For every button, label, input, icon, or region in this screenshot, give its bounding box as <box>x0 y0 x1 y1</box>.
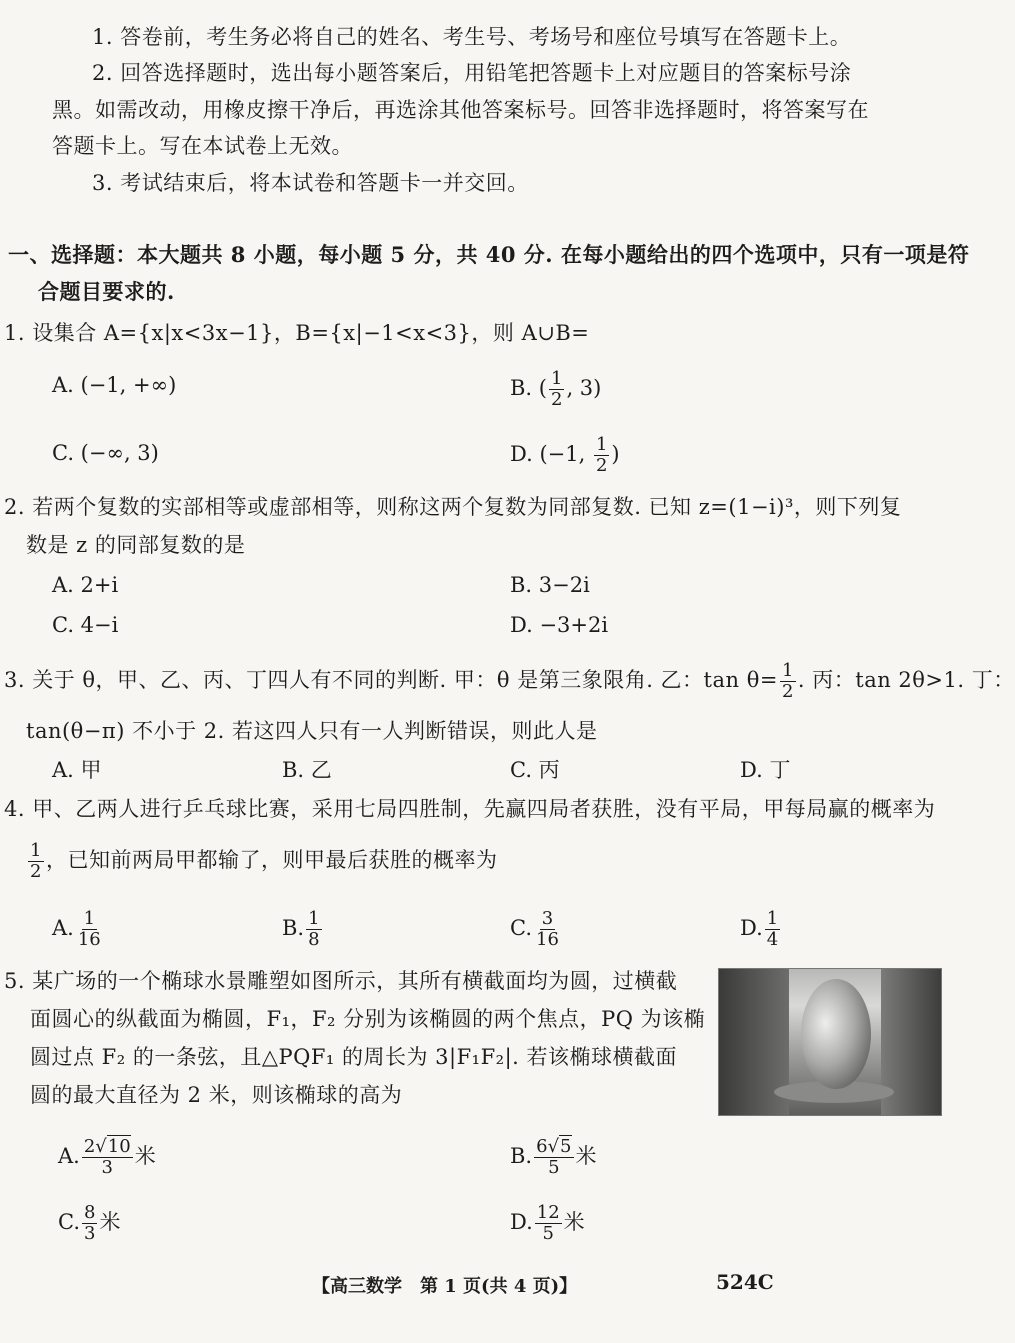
instruction-1: 1. 答卷前，考生务必将自己的姓名、考生号、考场号和座位号填写在答题卡上。 <box>92 25 852 49</box>
q2-option-d: D. −3+2i <box>510 613 609 637</box>
q5-option-b: B. $\frac{6√5}{5}$ 米 <box>510 1136 597 1178</box>
q2-stem-cont: 数是 z 的同部复数的是 <box>26 533 246 557</box>
q2-option-b: B. 3−2i <box>510 573 590 597</box>
q5-stem-4: 圆的最大直径为 2 米，则该椭球的高为 <box>30 1083 403 1107</box>
q3-option-d: D. 丁 <box>740 758 791 782</box>
q4-stem: 4. 甲、乙两人进行乒乓球比赛，采用七局四胜制，先赢四局者获胜，没有平局，甲每局赢的概率为 <box>4 797 936 821</box>
q1-option-d: D. (−1, $\frac{1}{2}$ ) <box>510 434 620 476</box>
q4-option-d: D. $\frac{1}{4}$ <box>740 908 779 950</box>
q5-option-c: C. $\frac{8}{3}$ 米 <box>58 1202 121 1244</box>
section-heading: 一、选择题：本大题共 8 小题，每小题 5 分，共 40 分. 在每小题给出的四个选项中，只有一项是符 <box>8 242 970 267</box>
q4-stem-cont: $\frac{1}{2}$ ，已知前两局甲都输了，则甲最后获胜的概率为 <box>30 840 498 882</box>
q2-option-c: C. 4−i <box>52 613 119 637</box>
q3-option-b: B. 乙 <box>282 758 332 782</box>
q5-option-d: D. $\frac{12}{5}$ 米 <box>510 1202 585 1244</box>
q5-option-a: A. $\frac{2√10}{3}$ 米 <box>58 1136 156 1178</box>
q4-option-b: B. $\frac{1}{8}$ <box>282 908 320 950</box>
q2-option-a: A. 2+i <box>52 573 119 597</box>
q1-stem: 1. 设集合 A={x|x<3x−1}，B={x|−1<x<3}，则 A∪B= <box>4 321 590 345</box>
q5-stem-2: 面圆心的纵截面为椭圆，F₁，F₂ 分别为该椭圆的两个焦点，PQ 为该椭 <box>30 1007 706 1031</box>
page-footer: 【高三数学 第 1 页(共 4 页)】 <box>312 1276 578 1297</box>
q3-stem-cont: tan(θ−π) 不小于 2. 若这四人只有一人判断错误，则此人是 <box>26 719 598 743</box>
q3-option-a: A. 甲 <box>52 758 102 782</box>
q3-option-c: C. 丙 <box>510 758 560 782</box>
q4-option-c: C. $\frac{3}{16}$ <box>510 908 559 950</box>
q4-option-a: A. $\frac{1}{16}$ <box>52 908 101 950</box>
q3-stem: 3. 关于 θ，甲、乙、丙、丁四人有不同的判断. 甲：θ 是第三象限角. 乙：tan θ= $\frac{1}{2}$ . 丙：tan 2θ>1. 丁： <box>4 660 1015 702</box>
q2-stem: 2. 若两个复数的实部相等或虚部相等，则称这两个复数为同部复数. 已知 z=(1−i)³，则下列复 <box>4 495 902 519</box>
q5-stem-1: 5. 某广场的一个椭球水景雕塑如图所示，其所有横截面均为圆，过横截 <box>4 969 678 993</box>
paper-code: 524C <box>716 1270 774 1294</box>
instruction-2: 2. 回答选择题时，选出每小题答案后，用铅笔把答题卡上对应题目的答案标号涂 <box>92 61 852 85</box>
q1-option-a: A. (−1, +∞) <box>52 373 177 397</box>
instruction-2-cont2: 答题卡上。写在本试卷上无效。 <box>52 134 353 158</box>
q5-stem-3: 圆过点 F₂ 的一条弦，且△PQF₁ 的周长为 3|F₁F₂|. 若该椭球横截面 <box>30 1045 678 1069</box>
sculpture-photo <box>718 968 942 1116</box>
instruction-3: 3. 考试结束后，将本试卷和答题卡一并交回。 <box>92 171 529 195</box>
instruction-2-cont: 黑。如需改动，用橡皮擦干净后，再选涂其他答案标号。回答非选择题时，将答案写在 <box>52 98 869 122</box>
section-heading-cont: 合题目要求的. <box>38 279 175 304</box>
q1-option-c: C. (−∞, 3) <box>52 441 159 465</box>
q1-option-b: B. ( $\frac{1}{2}$ , 3) <box>510 368 602 410</box>
